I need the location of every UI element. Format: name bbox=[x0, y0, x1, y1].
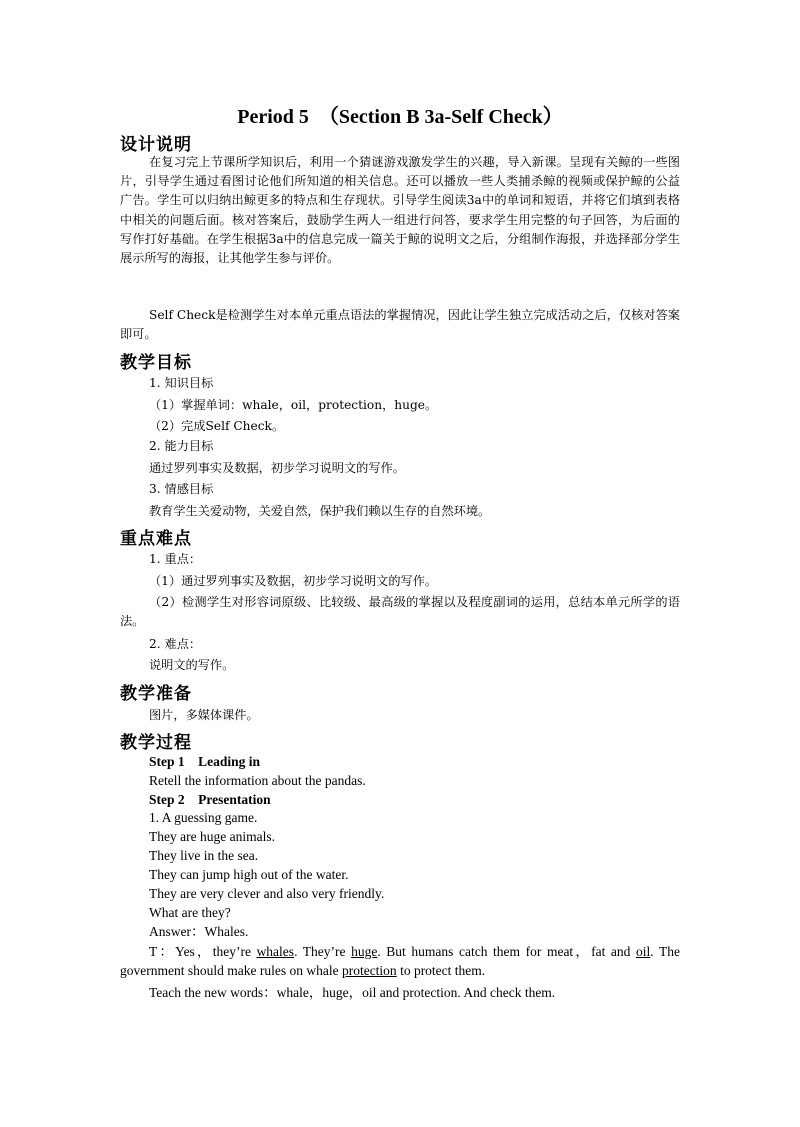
keypoint-line-4: 2. 难点： bbox=[149, 637, 202, 651]
goal-line-7: 教育学生关爱动物，关爱自然，保护我们赖以生存的自然环境。 bbox=[149, 504, 491, 518]
process-line-6: What are they? bbox=[149, 905, 231, 920]
goal-line-5: 通过罗列事实及数据，初步学习说明文的写作。 bbox=[149, 461, 405, 475]
goal-line-1: 1. 知识目标 bbox=[149, 376, 214, 390]
heading-design: 设计说明 bbox=[120, 135, 192, 155]
goal-line-3: （2）完成Self Check。 bbox=[149, 419, 285, 433]
teacher-text-4: . The government should make rules on whale bbox=[120, 944, 680, 979]
teacher-text-2: . They’re bbox=[294, 944, 352, 959]
heading-goals: 教学目标 bbox=[120, 353, 192, 373]
process-line-7: Answer：Whales. bbox=[149, 924, 249, 939]
heading-prep: 教学准备 bbox=[120, 684, 192, 704]
heading-keypoints: 重点难点 bbox=[120, 529, 192, 549]
process-line-3: They live in the sea. bbox=[149, 848, 259, 863]
goal-line-2: （1）掌握单词：whale，oil，protection，huge。 bbox=[149, 398, 438, 412]
design-paragraph-2: Self Check是检测学生对本单元重点语法的掌握情况，因此让学生独立完成活动之后，仅核对答案即可。 bbox=[120, 308, 680, 342]
teacher-text-3: . But humans catch them for meat，fat and bbox=[377, 944, 637, 959]
teacher-paragraph bbox=[120, 942, 680, 980]
step-1-text: Retell the information about the pandas. bbox=[149, 773, 366, 788]
teacher-text-1: T：Yes，they’re bbox=[149, 944, 257, 959]
goal-line-6: 3. 情感目标 bbox=[149, 482, 214, 496]
process-line-2: They are huge animals. bbox=[149, 829, 275, 844]
underlined-word-whales: whales bbox=[256, 944, 295, 959]
process-line-4: They can jump high out of the water. bbox=[149, 867, 349, 882]
underlined-word-protection: protection bbox=[341, 963, 397, 979]
goal-line-4: 2. 能力目标 bbox=[149, 439, 214, 453]
process-line-5: They are very clever and also very friendly. bbox=[149, 886, 385, 901]
underlined-word-oil: oil bbox=[636, 944, 651, 959]
keypoint-line-2: （1）通过罗列事实及数据，初步学习说明文的写作。 bbox=[149, 574, 438, 588]
underlined-word-huge: huge bbox=[351, 944, 378, 959]
step-1-title: Step 1 Leading in bbox=[149, 754, 261, 769]
keypoint-line-3: （2）检测学生对形容词原级、比较级、最高级的掌握以及程度副词的运用，总结本单元所学的语法。 bbox=[120, 595, 680, 629]
teacher-text-5: to protect them. bbox=[396, 963, 486, 979]
keypoint-line-5: 说明文的写作。 bbox=[149, 658, 235, 672]
process-line-1: 1. A guessing game. bbox=[149, 810, 258, 825]
keypoint-line-1: 1. 重点： bbox=[149, 552, 202, 566]
design-paragraph-1: 在复习完上节课所学知识后，利用一个猜谜游戏激发学生的兴趣，导入新课。呈现有关鲸的一些图片，引导学生通过看图讨论他们所知道的相关信息。还可以播放一些人类捕杀鲸的视频或保护鲸的公益广告。学生可以归纳出鲸更多的特点和生存现状。引导学生阅读3a中的单词和短语，并将它们填到表格中相关的问题后面。核对答案后，鼓励学生两人一组进行问答，要求学生用完整的句子回答，为后面的写作打好基础。在学生根据3a中的信息完成一篇关于鲸的说明文之后，分组制作海报，并选择部分学生展示所写的海报，让其他学生参与评价。 bbox=[120, 155, 680, 266]
page-title: Period 5 （Section B 3a-Self Check） bbox=[237, 106, 563, 128]
teach-new-words-line: Teach the new words：whale，huge，oil and protection. And check them. bbox=[149, 985, 556, 1000]
prep-text: 图片，多媒体课件。 bbox=[149, 708, 259, 722]
heading-process: 教学过程 bbox=[120, 733, 192, 753]
step-2-title: Step 2 Presentation bbox=[149, 792, 271, 807]
